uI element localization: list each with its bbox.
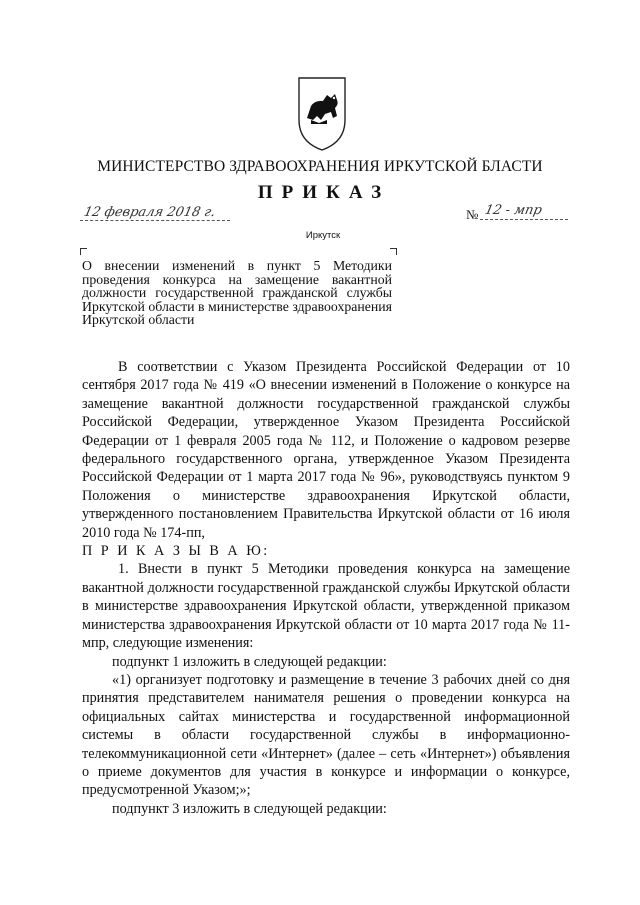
item-1-paragraph: 1. Внести в пункт 5 Методики проведения конкурса на замещение вакантной должности государственной гражданской службы Иркутской области в министерстве здравоохранения Иркутской области, утвержденной приказом министерства здравоохранения Иркутской области от 10 марта 2017 года № 11-мпр, следующие изменения: — [82, 561, 570, 652]
order-word: П Р И К А З Ы В А Ю: — [82, 543, 270, 560]
number-underline — [480, 219, 568, 220]
preamble-paragraph: В соответствии с Указом Президента Российской Федерации от 10 сентября 2017 года № 419 «О внесении изменений в Положение о конкурсе на замещение вакантной должности государственной гражданской службы Российской Федерации, утвержденное Указом Президента Российской Федерации от 1 февраля 2005 года № 112, и Положение о кадровом резерве федерального государственного органа, утвержденное Указом Президента Российской Федерации от 1 марта 2017 года № 96», руководствуясь пунктом 9 Положения о министерстве здравоохранения Иркутской области, утвержденного постановлением Правительства Иркутской области от 16 июля 2010 года № 174-пп, — [82, 359, 570, 541]
subitem-3-intro: подпункт 3 изложить в следующей редакции: — [112, 800, 387, 817]
number-sign: № — [466, 207, 479, 222]
ministry-name: МИНИСТЕРСТВО ЗДРАВООХРАНЕНИЯ ИРКУТСКОЙ БЛАСТИ — [97, 158, 543, 175]
subject-bracket-right — [390, 248, 397, 255]
handwritten-date: 12 февраля 2018 г. — [82, 205, 217, 220]
order-subject: О внесении изменений в пункт 5 Методики проведения конкурса на замещение вакантной должности государственной гражданской службы Иркутской области в министерстве здравоохранения Иркутской области — [82, 258, 392, 327]
document-type-title: ПРИКАЗ — [257, 182, 391, 203]
date-underline — [80, 220, 230, 221]
order-body — [82, 358, 570, 818]
subject-bracket-left — [80, 248, 87, 255]
city-name: Иркутск — [305, 230, 341, 241]
coat-of-arms-icon — [297, 76, 347, 152]
subitem-1-intro: подпункт 1 изложить в следующей редакции: — [112, 653, 387, 670]
handwritten-number: 12 - мпр — [483, 203, 544, 218]
subitem-1-text: «1) организует подготовку и размещение в течение 3 рабочих дней со дня принятия представителем нанимателя решения о проведении конкурса на официальных сайтах министерства и государственной информационной системы в области государственной службы в информационно-телекоммуникационной сети «Интернет» (далее – сеть «Интернет») объявления о приеме документов для участия в конкурсе и информации о конкурсе, предусмотренной Указом;»; — [82, 671, 570, 799]
